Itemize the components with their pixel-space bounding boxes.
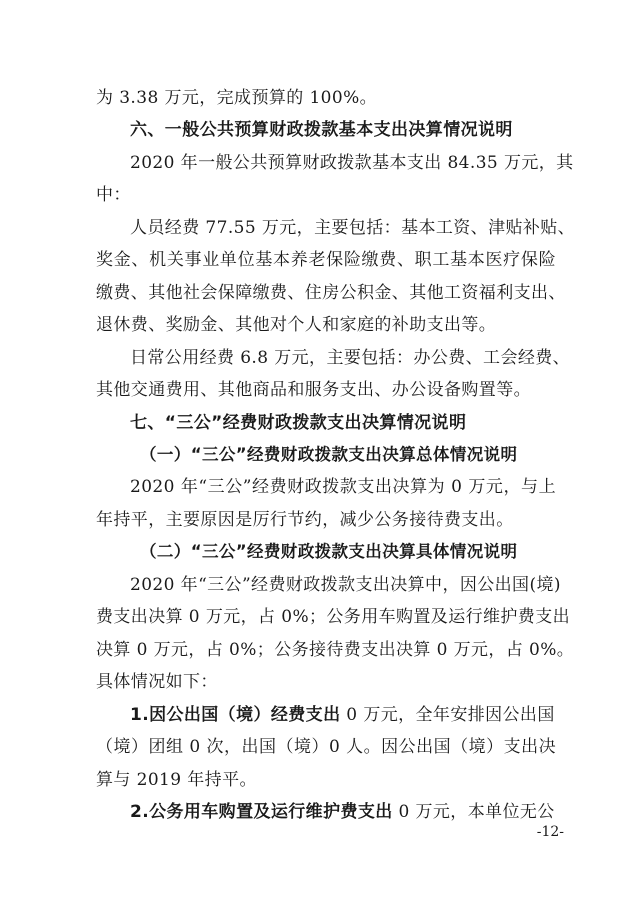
item-1-text: 0 万元，全年安排因公出国	[340, 705, 555, 725]
subsection-heading-2: （二）“三公”经费财政拨款支出决算具体情况说明	[140, 542, 518, 561]
text-line: 日常公用经费 6.8 万元，主要包括：办公费、工会经费、	[130, 348, 571, 368]
item-1-title: 1.因公出国（境）经费支出	[130, 705, 341, 725]
text-line	[130, 800, 556, 824]
text-line: 决算 0 万元，占 0%；公务接待费支出决算 0 万元，占 0%。	[96, 640, 575, 660]
text-line: 奖金、机关事业单位基本养老保险缴费、职工基本医疗保险	[96, 250, 556, 270]
section-heading-7: 七、“三公”经费财政拨款支出决算情况说明	[130, 413, 467, 433]
page-number: -12-	[536, 824, 564, 840]
item-2-title: 2.公务用车购置及运行维护费支出	[130, 802, 393, 822]
text-line: 具体情况如下：	[96, 672, 218, 692]
section-heading-6: 六、一般公共预算财政拨款基本支出决算情况说明	[130, 120, 513, 140]
text-line: 缴费、其他社会保障缴费、住房公积金、其他工资福利支出、	[96, 283, 566, 303]
text-line: 算与 2019 年持平。	[96, 770, 257, 790]
text-line: 2020 年一般公共预算财政拨款基本支出 84.35 万元，其	[130, 153, 574, 173]
text-line: 退休费、奖励金、其他对个人和家庭的补助支出等。	[96, 315, 497, 335]
text-line: 费支出决算 0 万元，占 0%；公务用车购置及运行维护费支出	[96, 607, 570, 627]
text-line: 人员经费 77.55 万元，主要包括：基本工资、津贴补贴、	[130, 218, 576, 238]
text-line: 中：	[96, 185, 131, 205]
text-line: 2020 年“三公”经费财政拨款支出决算为 0 万元，与上	[130, 477, 556, 497]
item-2-text: 0 万元，本单位无公	[392, 802, 555, 822]
text-line: 其他交通费用、其他商品和服务支出、办公设备购置等。	[96, 380, 531, 400]
text-line: 年持平，主要原因是厉行节约，减少公务接待费支出。	[96, 510, 514, 530]
subsection-heading-1: （一）“三公”经费财政拨款支出决算总体情况说明	[140, 445, 518, 464]
text-line: 为 3.38 万元，完成预算的 100%。	[96, 88, 378, 108]
text-line: （境）团组 0 次，出国（境）0 人。因公出国（境）支出决	[96, 737, 556, 757]
text-line: 2020 年“三公”经费财政拨款支出决算中，因公出国(境)	[130, 575, 561, 595]
text-line	[130, 703, 556, 727]
